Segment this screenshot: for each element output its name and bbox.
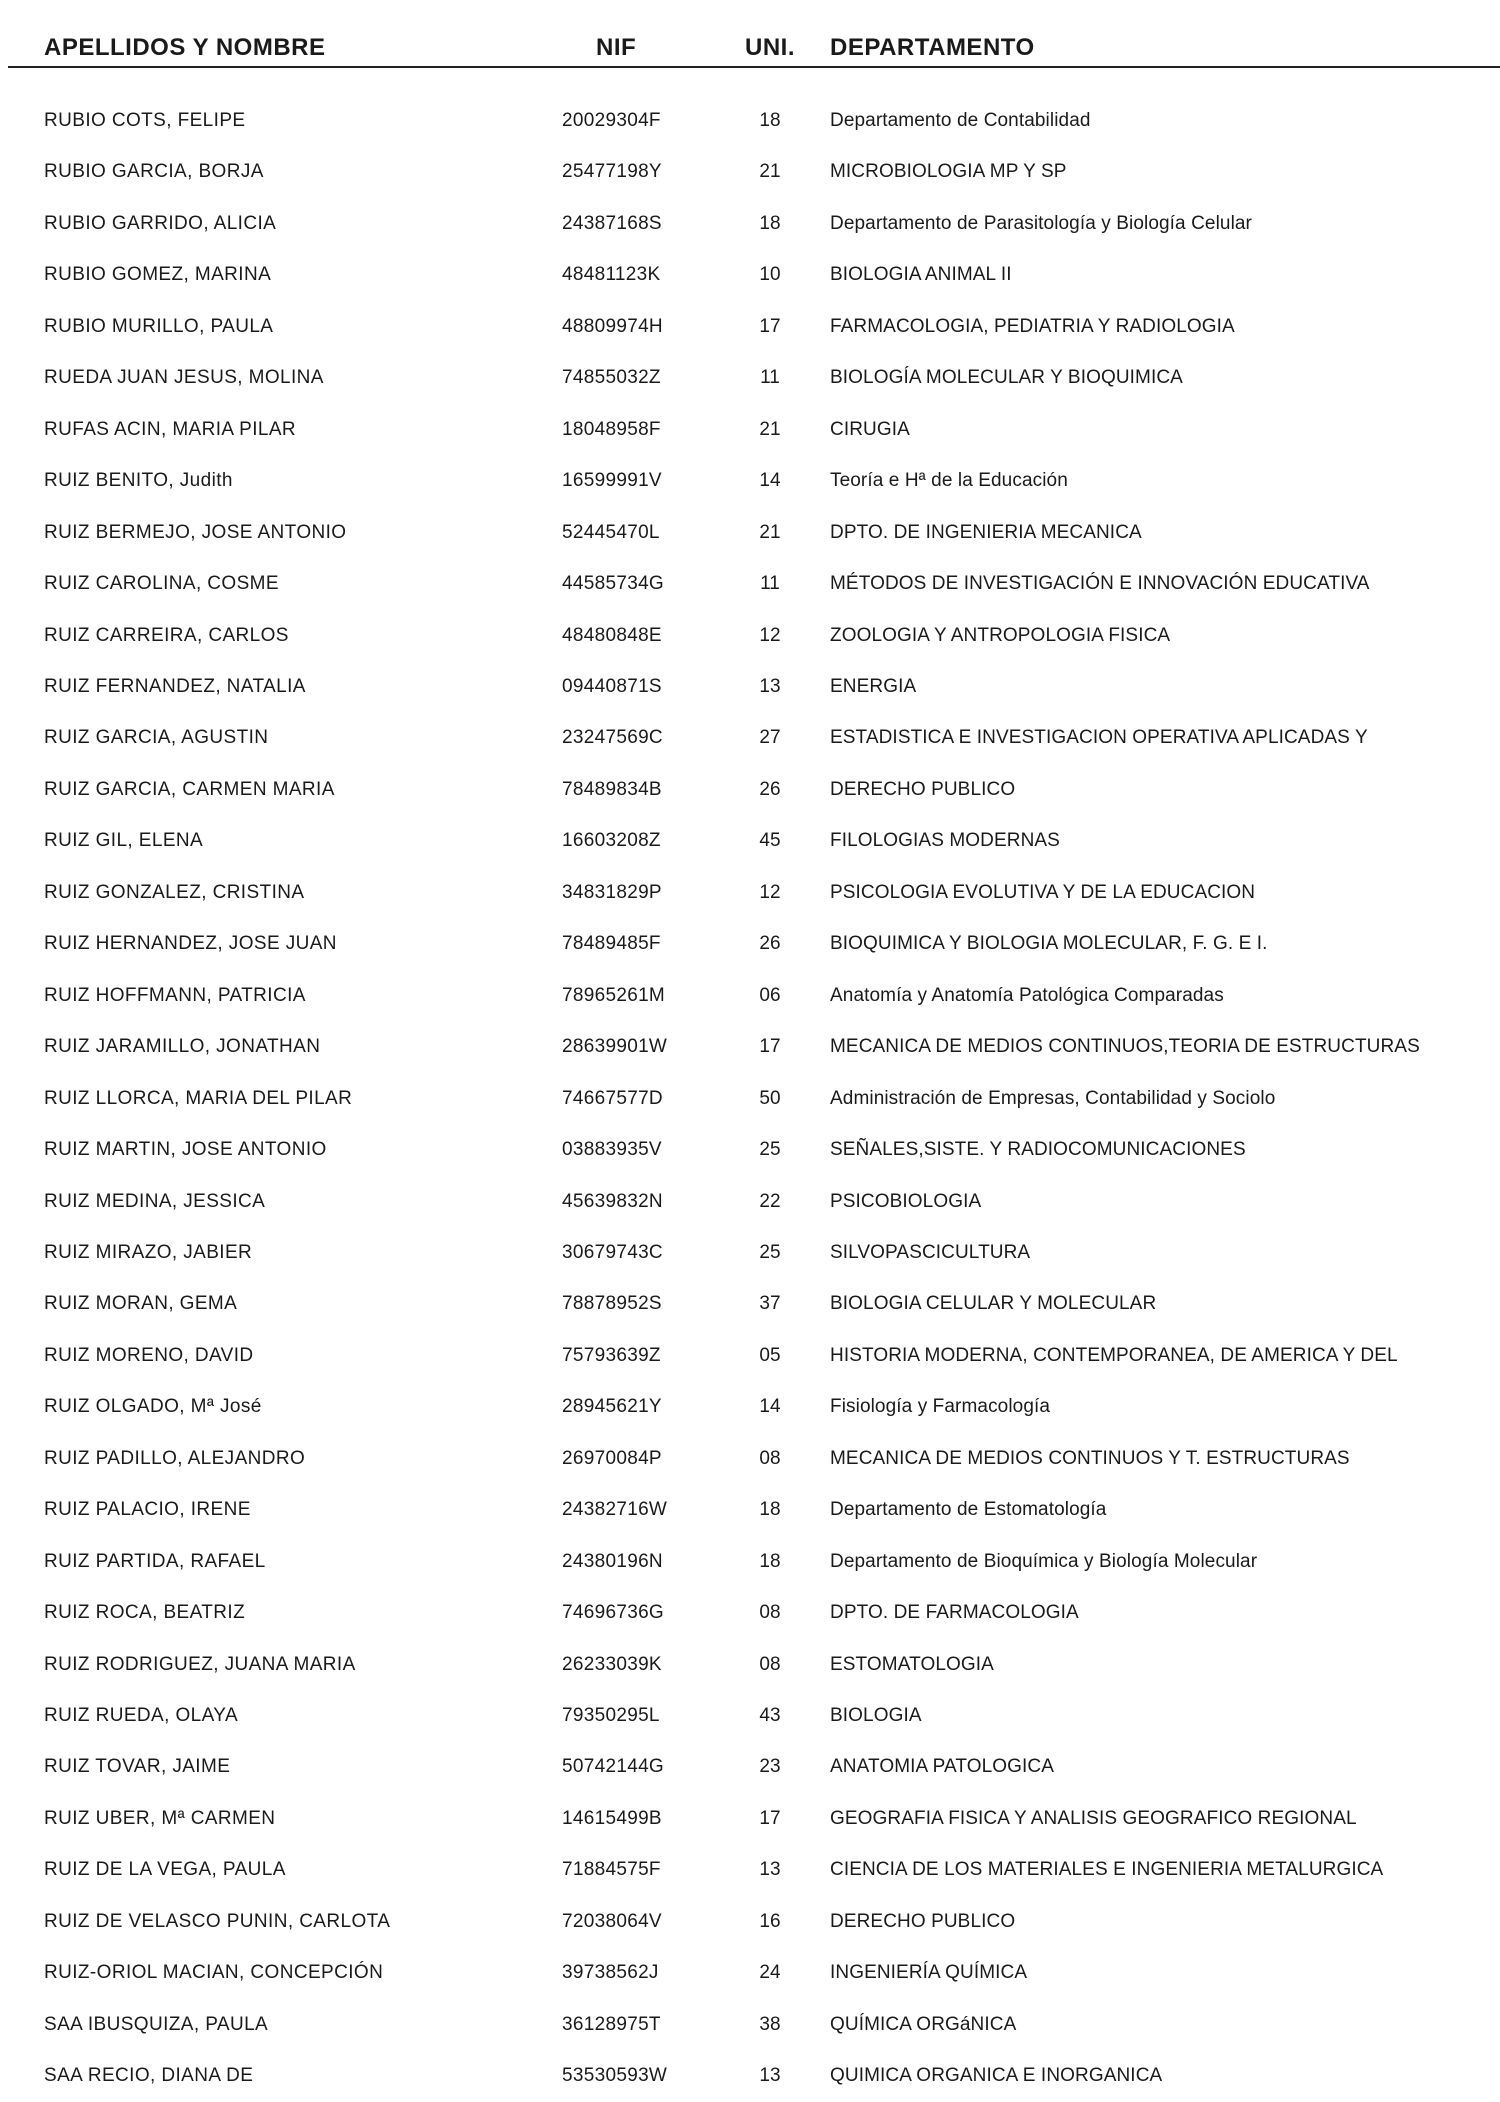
row-uni: 13	[759, 2065, 781, 2087]
row-department: Anatomía y Anatomía Patológica Comparadas	[830, 984, 1224, 1006]
table-row	[0, 1850, 1500, 1890]
row-nif: 34831829P	[562, 881, 662, 903]
row-uni: 50	[759, 1087, 781, 1109]
row-department: DPTO. DE FARMACOLOGIA	[830, 1602, 1079, 1624]
row-uni: 16	[759, 1910, 781, 1932]
row-uni: 08	[759, 1602, 781, 1624]
row-uni: 12	[759, 881, 781, 903]
table-row	[0, 1542, 1500, 1582]
row-nif: 79350295L	[562, 1705, 660, 1726]
table-row	[0, 1747, 1500, 1787]
row-name: RUIZ MORAN, GEMA	[44, 1293, 238, 1315]
row-department: PSICOBIOLOGIA	[830, 1190, 982, 1212]
row-department: FILOLOGIAS MODERNAS	[830, 830, 1060, 852]
row-uni: 11	[760, 367, 780, 389]
row-uni: 12	[759, 624, 781, 646]
row-uni: 21	[759, 161, 781, 183]
table-row	[0, 770, 1500, 810]
row-department: DERECHO PUBLICO	[830, 778, 1016, 800]
table-row	[0, 821, 1500, 861]
row-uni: 27	[759, 727, 781, 749]
row-uni: 25	[759, 1139, 781, 1160]
row-name: RUIZ RODRIGUEZ, JUANA MARIA	[44, 1653, 356, 1675]
row-name: RUIZ GARCIA, CARMEN MARIA	[44, 778, 335, 800]
table-row	[0, 564, 1500, 604]
row-name: RUIZ TOVAR, JAIME	[44, 1756, 231, 1778]
row-uni: 08	[759, 1447, 781, 1469]
row-name: RUIZ ROCA, BEATRIZ	[44, 1602, 246, 1624]
row-department: Departamento de Parasitología y Biología Celular	[830, 212, 1252, 234]
row-name: RUBIO GARCIA, BORJA	[44, 161, 264, 183]
row-uni: 17	[759, 315, 781, 337]
row-uni: 25	[759, 1241, 781, 1263]
row-name: RUIZ FERNANDEZ, NATALIA	[44, 676, 306, 697]
row-department: ESTADISTICA E INVESTIGACION OPERATIVA APLICADAS Y	[830, 727, 1368, 749]
row-uni: 13	[759, 676, 781, 697]
row-name: RUIZ DE VELASCO PUNIN, CARLOTA	[44, 1910, 391, 1932]
row-department: SEÑALES,SISTE. Y RADIOCOMUNICACIONES	[830, 1139, 1246, 1160]
table-row	[0, 2056, 1500, 2096]
row-uni: 14	[759, 1396, 781, 1418]
table-row	[0, 1027, 1500, 1067]
row-name: RUIZ HERNANDEZ, JOSE JUAN	[44, 933, 337, 955]
row-nif: 26233039K	[562, 1653, 662, 1675]
row-name: RUIZ GONZALEZ, CRISTINA	[44, 881, 305, 903]
row-name: RUBIO GOMEZ, MARINA	[44, 264, 272, 286]
row-department: QUIMICA ORGANICA E INORGANICA	[830, 2065, 1163, 2087]
row-nif: 48809974H	[562, 315, 663, 337]
row-uni: 22	[759, 1190, 781, 1212]
row-uni: 26	[759, 778, 781, 800]
row-uni: 14	[759, 470, 781, 492]
row-nif: 74696736G	[562, 1602, 665, 1624]
row-department: BIOLOGIA ANIMAL II	[830, 264, 1012, 286]
row-name: RUBIO MURILLO, PAULA	[44, 315, 274, 337]
row-department: BIOQUIMICA Y BIOLOGIA MOLECULAR, F. G. E I.	[830, 933, 1268, 955]
row-department: HISTORIA MODERNA, CONTEMPORANEA, DE AMERICA Y DEL	[830, 1344, 1398, 1366]
table-row	[0, 1336, 1500, 1376]
row-department: ZOOLOGIA Y ANTROPOLOGIA FISICA	[830, 624, 1171, 646]
row-uni: 43	[759, 1705, 781, 1726]
row-department: DPTO. DE INGENIERIA MECANICA	[830, 521, 1142, 543]
row-nif: 71884575F	[562, 1859, 661, 1881]
row-nif: 30679743C	[562, 1241, 663, 1263]
row-name: SAA RECIO, DIANA DE	[44, 2065, 254, 2087]
row-uni: 11	[760, 573, 780, 594]
row-nif: 74667577D	[562, 1087, 663, 1109]
row-department: Teoría e Hª de la Educación	[830, 470, 1068, 492]
row-uni: 24	[759, 1962, 781, 1984]
row-nif: 14615499B	[562, 1807, 662, 1829]
row-name: RUIZ JARAMILLO, JONATHAN	[44, 1036, 321, 1058]
table-row	[0, 1439, 1500, 1479]
table-row	[0, 410, 1500, 450]
row-uni: 10	[759, 264, 781, 286]
row-name: RUEDA JUAN JESUS, MOLINA	[44, 367, 324, 389]
table-row	[0, 976, 1500, 1016]
table-row	[0, 1593, 1500, 1633]
row-nif: 28945621Y	[562, 1396, 662, 1418]
row-nif: 50742144G	[562, 1756, 665, 1778]
row-department: Administración de Empresas, Contabilidad y Sociolo	[830, 1087, 1276, 1109]
row-department: Fisiología y Farmacología	[830, 1396, 1051, 1418]
row-department: Departamento de Bioquímica y Biología Molecular	[830, 1550, 1258, 1572]
row-nif: 24380196N	[562, 1550, 663, 1572]
row-department: QUÍMICA ORGáNICA	[830, 2013, 1017, 2035]
row-name: RUIZ MIRAZO, JABIER	[44, 1241, 253, 1263]
table-row	[0, 358, 1500, 398]
row-uni: 21	[759, 521, 781, 543]
row-name: RUFAS ACIN, MARIA PILAR	[44, 418, 297, 440]
row-nif: 20029304F	[562, 110, 661, 131]
row-department: BIOLOGIA	[830, 1705, 922, 1726]
row-name: RUIZ HOFFMANN, PATRICIA	[44, 984, 306, 1006]
row-uni: 08	[759, 1653, 781, 1675]
header-department: DEPARTAMENTO	[830, 34, 1035, 61]
row-name: RUBIO GARRIDO, ALICIA	[44, 212, 277, 234]
row-name: RUIZ RUEDA, OLAYA	[44, 1705, 239, 1726]
row-department: BIOLOGÍA MOLECULAR Y BIOQUIMICA	[830, 367, 1183, 389]
row-nif: 48481123K	[562, 264, 661, 286]
table-row	[0, 1284, 1500, 1324]
row-nif: 48480848E	[562, 624, 662, 646]
row-department: DERECHO PUBLICO	[830, 1910, 1016, 1932]
table-row	[0, 718, 1500, 758]
row-nif: 78965261M	[562, 984, 666, 1006]
row-nif: 72038064V	[562, 1910, 662, 1932]
row-nif: 74855032Z	[562, 367, 661, 389]
row-nif: 24382716W	[562, 1499, 668, 1521]
row-department: SILVOPASCICULTURA	[830, 1241, 1031, 1263]
row-name: RUIZ BERMEJO, JOSE ANTONIO	[44, 521, 347, 543]
row-nif: 26970084P	[562, 1447, 662, 1469]
row-nif: 16599991V	[562, 470, 662, 492]
header-nif: NIF	[596, 34, 637, 61]
row-uni: 21	[759, 418, 781, 440]
header-uni: UNI.	[745, 34, 795, 61]
table-row	[0, 1387, 1500, 1427]
row-nif: 45639832N	[562, 1190, 663, 1212]
row-uni: 18	[759, 1550, 781, 1572]
row-nif: 44585734G	[562, 573, 665, 594]
row-nif: 23247569C	[562, 727, 663, 749]
table-row	[0, 307, 1500, 347]
table-row	[0, 1130, 1500, 1170]
row-uni: 17	[759, 1807, 781, 1829]
row-nif: 78489834B	[562, 778, 662, 800]
table-row	[0, 255, 1500, 295]
table-row	[0, 1799, 1500, 1839]
row-nif: 78878952S	[562, 1293, 662, 1315]
row-nif: 24387168S	[562, 212, 662, 234]
row-name: RUIZ UBER, Mª CARMEN	[44, 1807, 276, 1829]
row-department: ESTOMATOLOGIA	[830, 1653, 994, 1675]
row-name: RUIZ CAROLINA, COSME	[44, 573, 279, 594]
row-name: RUBIO COTS, FELIPE	[44, 110, 246, 131]
row-uni: 37	[759, 1293, 781, 1315]
row-department: MICROBIOLOGIA MP Y SP	[830, 161, 1067, 183]
table-row	[0, 1233, 1500, 1273]
row-department: CIRUGIA	[830, 418, 910, 440]
row-department: FARMACOLOGIA, PEDIATRIA Y RADIOLOGIA	[830, 315, 1235, 337]
row-uni: 23	[759, 1756, 781, 1778]
table-row	[0, 204, 1500, 244]
row-department: MÉTODOS DE INVESTIGACIÓN E INNOVACIÓN EDUCATIVA	[830, 573, 1370, 594]
row-name: RUIZ CARREIRA, CARLOS	[44, 624, 289, 646]
table-row	[0, 101, 1500, 141]
row-nif: 16603208Z	[562, 830, 661, 852]
table-row	[0, 1182, 1500, 1222]
row-name: RUIZ MARTIN, JOSE ANTONIO	[44, 1139, 327, 1160]
row-uni: 26	[759, 933, 781, 955]
table-row	[0, 461, 1500, 501]
table-row	[0, 873, 1500, 913]
row-department: PSICOLOGIA EVOLUTIVA Y DE LA EDUCACION	[830, 881, 1256, 903]
row-nif: 75793639Z	[562, 1344, 661, 1366]
row-name: RUIZ LLORCA, MARIA DEL PILAR	[44, 1087, 353, 1109]
row-name: RUIZ MORENO, DAVID	[44, 1344, 254, 1366]
row-name: RUIZ MEDINA, JESSICA	[44, 1190, 266, 1212]
row-uni: 05	[759, 1344, 781, 1366]
row-nif: 28639901W	[562, 1036, 668, 1058]
row-uni: 38	[759, 2013, 781, 2035]
table-row	[0, 924, 1500, 964]
row-uni: 17	[759, 1036, 781, 1058]
row-uni: 18	[759, 212, 781, 234]
table-row	[0, 2005, 1500, 2045]
row-name: RUIZ GARCIA, AGUSTIN	[44, 727, 269, 749]
row-uni: 45	[759, 830, 781, 852]
row-nif: 18048958F	[562, 418, 661, 440]
row-name: RUIZ PARTIDA, RAFAEL	[44, 1550, 266, 1572]
row-nif: 09440871S	[562, 676, 662, 697]
row-name: SAA IBUSQUIZA, PAULA	[44, 2013, 269, 2035]
row-name: RUIZ-ORIOL MACIAN, CONCEPCIÓN	[44, 1962, 384, 1984]
table-row	[0, 513, 1500, 553]
row-department: ANATOMIA PATOLOGICA	[830, 1756, 1054, 1778]
row-nif: 39738562J	[562, 1962, 659, 1984]
table-row	[0, 616, 1500, 656]
row-department: GEOGRAFIA FISICA Y ANALISIS GEOGRAFICO REGIONAL	[830, 1807, 1357, 1829]
row-name: RUIZ PADILLO, ALEJANDRO	[44, 1447, 306, 1469]
row-department: BIOLOGIA CELULAR Y MOLECULAR	[830, 1293, 1157, 1315]
row-uni: 06	[759, 984, 781, 1006]
row-uni: 13	[759, 1859, 781, 1881]
row-name: RUIZ OLGADO, Mª José	[44, 1396, 262, 1418]
row-nif: 03883935V	[562, 1139, 662, 1160]
table-row	[0, 1490, 1500, 1530]
table-row	[0, 152, 1500, 192]
table-row	[0, 1079, 1500, 1119]
table-row	[0, 1953, 1500, 1993]
row-uni: 18	[759, 1499, 781, 1521]
row-nif: 25477198Y	[562, 161, 662, 183]
table-row	[0, 1696, 1500, 1736]
row-name: RUIZ DE LA VEGA, PAULA	[44, 1859, 286, 1881]
table-row	[0, 1902, 1500, 1942]
row-department: MECANICA DE MEDIOS CONTINUOS,TEORIA DE ESTRUCTURAS	[830, 1036, 1420, 1058]
row-name: RUIZ GIL, ELENA	[44, 830, 204, 852]
table-row	[0, 667, 1500, 707]
row-department: CIENCIA DE LOS MATERIALES E INGENIERIA METALURGICA	[830, 1859, 1384, 1881]
table-row	[0, 1645, 1500, 1685]
row-uni: 18	[759, 110, 781, 131]
row-department: ENERGIA	[830, 676, 917, 697]
row-nif: 53530593W	[562, 2065, 668, 2087]
row-nif: 78489485F	[562, 933, 661, 955]
row-nif: 36128975T	[562, 2013, 661, 2035]
row-department: MECANICA DE MEDIOS CONTINUOS Y T. ESTRUCTURAS	[830, 1447, 1350, 1469]
row-department: Departamento de Contabilidad	[830, 110, 1091, 131]
row-name: RUIZ BENITO, Judith	[44, 470, 233, 492]
row-name: RUIZ PALACIO, IRENE	[44, 1499, 251, 1521]
row-department: INGENIERÍA QUÍMICA	[830, 1962, 1028, 1984]
row-nif: 52445470L	[562, 521, 660, 543]
row-department: Departamento de Estomatología	[830, 1499, 1107, 1521]
header-name: APELLIDOS Y NOMBRE	[44, 34, 326, 61]
